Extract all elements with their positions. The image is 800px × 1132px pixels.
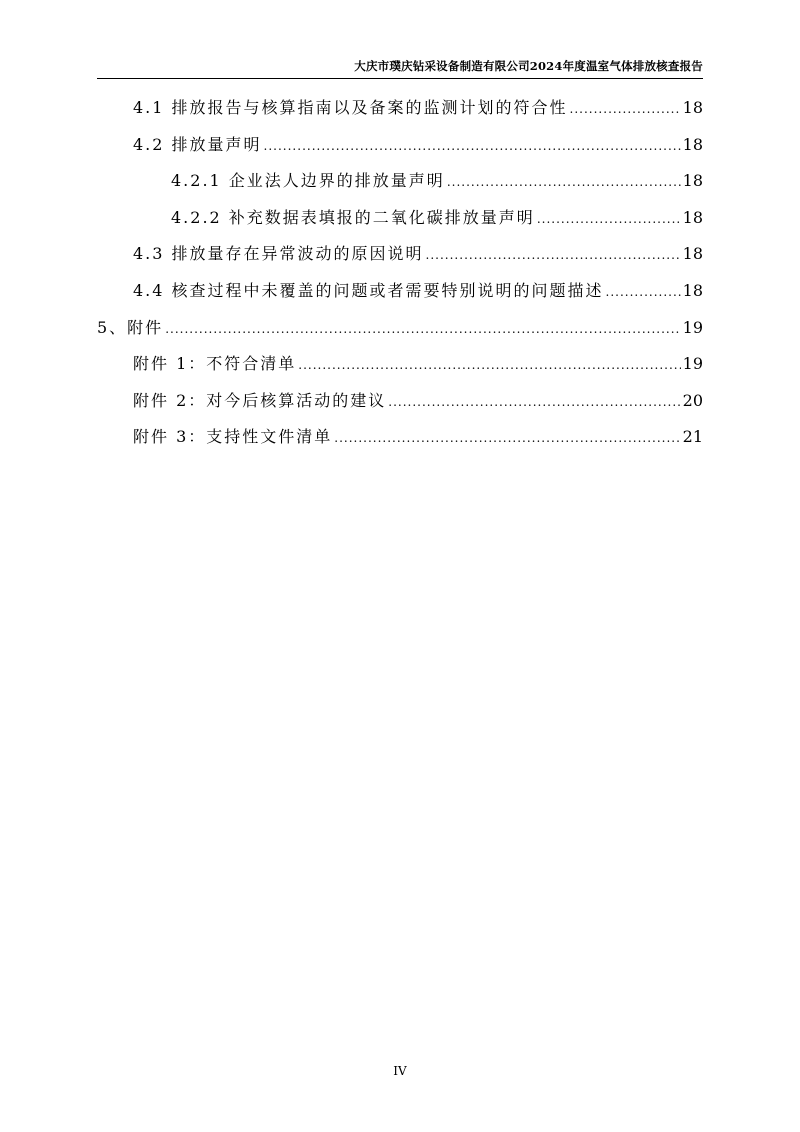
toc-entry-title: 附件 2：对今后核算活动的建议 <box>133 390 387 410</box>
page-header <box>97 54 703 79</box>
toc-leader-dots <box>298 352 680 378</box>
toc-entry-title: 附件 3：支持性文件清单 <box>133 427 333 447</box>
toc-leader-dots <box>264 133 681 159</box>
toc-entry[interactable] <box>97 241 703 278</box>
toc-entry-title: 附件 1：不符合清单 <box>133 354 297 374</box>
toc-entry-title: 4.3 排放量存在异常波动的原因说明 <box>133 244 424 264</box>
toc-leader-dots <box>537 206 681 232</box>
toc-leader-dots <box>606 279 681 305</box>
toc-leader-dots <box>570 96 681 122</box>
toc-leader-dots <box>426 242 681 268</box>
toc-entry[interactable] <box>97 168 703 205</box>
toc-entry[interactable] <box>97 205 703 242</box>
toc-entry[interactable] <box>97 315 703 352</box>
toc-leader-dots <box>447 169 681 195</box>
page-number: IV <box>393 1064 407 1078</box>
toc-entry-page: 18 <box>682 171 703 191</box>
page-footer <box>0 1064 800 1078</box>
toc-entry-page: 18 <box>682 207 703 227</box>
toc-entry-page: 18 <box>682 134 703 154</box>
toc-entry-page: 19 <box>682 354 703 374</box>
toc-entry-title: 4.4 核查过程中未覆盖的问题或者需要特别说明的问题描述 <box>133 280 604 300</box>
toc-entry[interactable] <box>97 351 703 388</box>
toc-entry-page: 18 <box>682 280 703 300</box>
toc-entry-page: 21 <box>682 427 703 447</box>
header-title: 大庆市璞庆钻采设备制造有限公司2024年度温室气体排放核查报告 <box>354 59 703 73</box>
toc-leader-dots <box>165 316 680 342</box>
toc-entry-title: 4.2.2 补充数据表填报的二氧化碳排放量声明 <box>171 207 535 227</box>
toc-entry-title: 5、附件 <box>97 317 164 337</box>
toc-entry[interactable] <box>97 132 703 169</box>
toc-entry-page: 20 <box>682 390 703 410</box>
table-of-contents <box>97 95 703 461</box>
toc-entry[interactable] <box>97 278 703 315</box>
toc-leader-dots <box>388 389 680 415</box>
toc-entry-page: 18 <box>682 98 703 117</box>
toc-entry-title: 4.1 排放报告与核算指南以及备案的监测计划的符合性 <box>133 98 568 117</box>
toc-entry-page: 18 <box>682 244 703 264</box>
toc-entry-page: 19 <box>682 317 703 337</box>
toc-entry-title: 4.2.1 企业法人边界的排放量声明 <box>171 171 445 191</box>
toc-entry-title: 4.2 排放量声明 <box>133 134 262 154</box>
toc-leader-dots <box>334 425 680 451</box>
toc-entry[interactable] <box>97 424 703 461</box>
toc-entry[interactable] <box>97 388 703 425</box>
toc-entry[interactable] <box>97 95 703 132</box>
